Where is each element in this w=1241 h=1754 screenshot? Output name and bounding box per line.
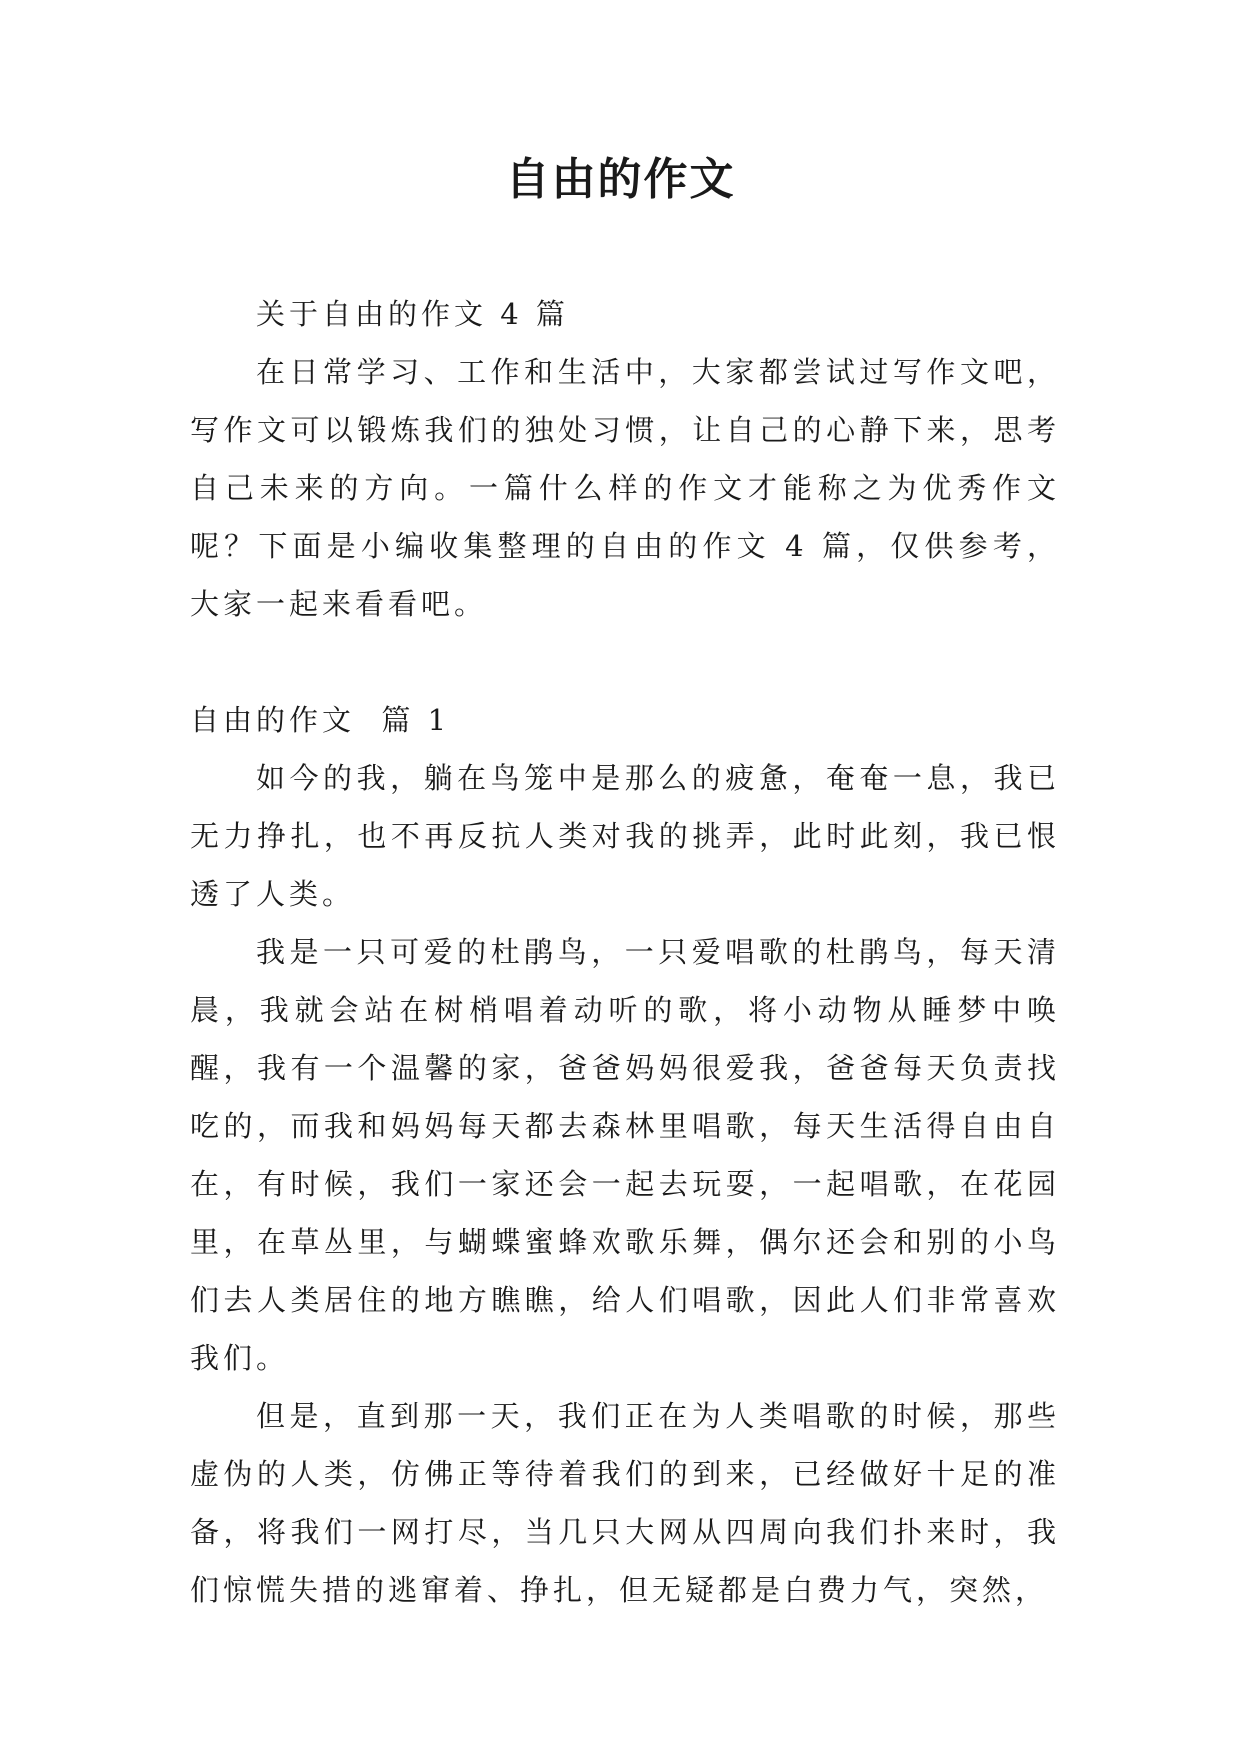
- document-body: [190, 285, 1060, 1619]
- section-spacer: [190, 633, 1060, 691]
- section-heading: 自由的作文 篇 1: [190, 703, 451, 737]
- body-paragraph: 如今的我，躺在鸟笼中是那么的疲惫，奄奄一息，我已无力挣扎，也不再反抗人类对我的挑弄，此时此刻，我已恨透了人类。: [190, 761, 1060, 911]
- document-title: 自由的作文: [505, 154, 736, 205]
- intro-paragraph: 在日常学习、工作和生活中，大家都尝试过写作文吧，写作文可以锻炼我们的独处习惯，让自己的心静下来，思考自己未来的方向。一篇什么样的作文才能称之为优秀作文呢？下面是小编收集整理的自由的作文 4 篇，仅供参考，大家一起来看看吧。: [190, 355, 1060, 621]
- document-subtitle: 关于自由的作文 4 篇: [256, 297, 569, 331]
- body-paragraph: 我是一只可爱的杜鹃鸟，一只爱唱歌的杜鹃鸟，每天清晨，我就会站在树梢唱着动听的歌，将小动物从睡梦中唤醒，我有一个温馨的家，爸爸妈妈很爱我，爸爸每天负责找吃的，而我和妈妈每天都去森林里唱歌，每天生活得自由自在，有时候，我们一家还会一起去玩耍，一起唱歌，在花园里，在草丛里，与蝴蝶蜜蜂欢歌乐舞，偶尔还会和别的小鸟们去人类居住的地方瞧瞧，给人们唱歌，因此人们非常喜欢我们。: [190, 935, 1060, 1375]
- body-paragraph: 但是，直到那一天，我们正在为人类唱歌的时候，那些虚伪的人类，仿佛正等待着我们的到来，已经做好十足的准备，将我们一网打尽，当几只大网从四周向我们扑来时，我们惊慌失措的逃窜着、挣扎，但无疑都是白费力气，突然，: [190, 1399, 1060, 1607]
